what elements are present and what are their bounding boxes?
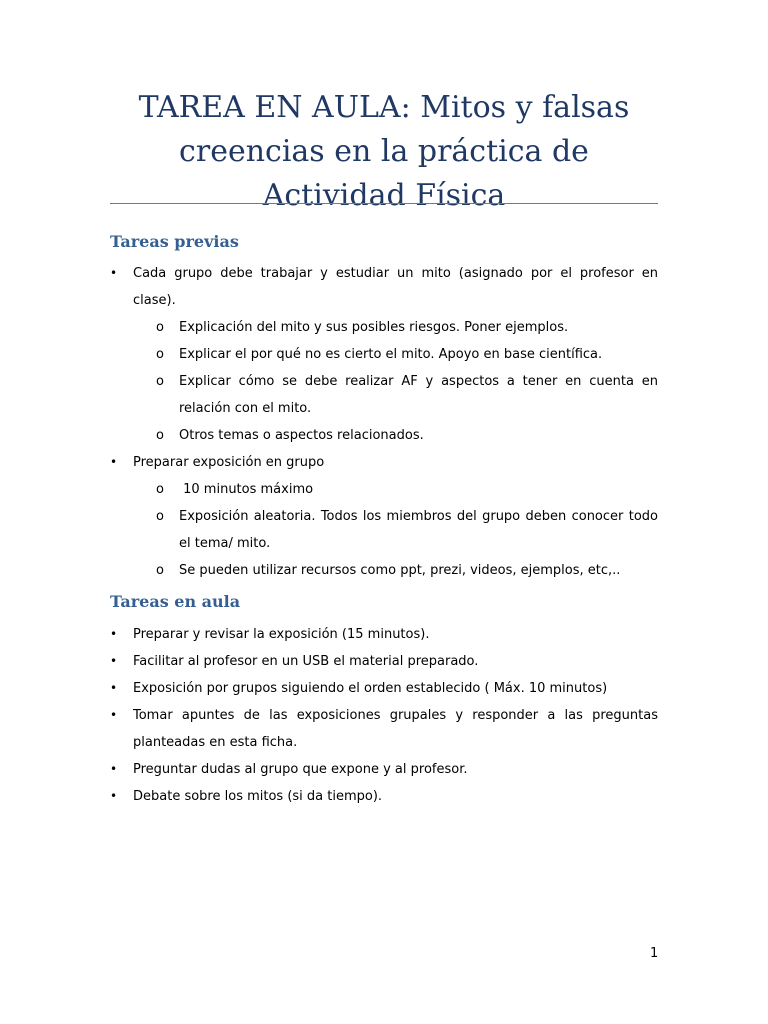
document-title: TAREA EN AULA: Mitos y falsas creencias en la práctica de Actividad Física [138,90,630,213]
sub-bullet-icon: o [156,509,164,524]
bullet-icon: • [110,681,118,695]
sub-list-item-text: Explicar cómo se debe realizar AF y aspectos a tener en cuenta en relación con el mito. [179,374,658,416]
sub-list-item [110,368,658,422]
sub-list-item-text: 10 minutos máximo [179,482,314,497]
list-item [110,449,658,476]
sub-bullet-icon: o [156,563,164,578]
sub-list-item [110,557,658,584]
bullet-icon: • [110,627,118,641]
sub-bullet-icon: o [156,374,164,389]
sub-list-item-text: Se pueden utilizar recursos como ppt, prezi, videos, ejemplos, etc,.. [179,563,621,578]
bullet-icon: • [110,266,118,280]
sub-bullet-icon: o [156,428,164,443]
section-heading-tareas-en-aula: Tareas en aula [110,592,241,611]
bullet-icon: • [110,708,118,722]
list-item [110,783,658,810]
list-item-text: Exposición por grupos siguiendo el orden establecido ( Máx. 10 minutos) [133,681,608,696]
sub-list-item-text: Exposición aleatoria. Todos los miembros del grupo deben conocer todo el tema/ mito. [179,509,658,551]
section-heading-tareas-previas: Tareas previas [110,232,239,251]
bullet-icon: • [110,455,118,469]
list-item [110,756,658,783]
list-item-text: Preguntar dudas al grupo que expone y al profesor. [133,762,468,777]
page-number: 1 [650,946,659,961]
sub-list-item-text: Otros temas o aspectos relacionados. [179,428,424,443]
sub-list-item-text: Explicación del mito y sus posibles riesgos. Poner ejemplos. [179,320,569,335]
sub-list-item [110,341,658,368]
list-item-text: Preparar exposición en grupo [133,455,325,470]
list-item-text: Debate sobre los mitos (si da tiempo). [133,789,383,804]
title-underline [110,203,658,204]
list-item-text: Tomar apuntes de las exposiciones grupales y responder a las preguntas planteadas en esta ficha. [133,708,658,750]
tareas-previas-list [110,260,658,584]
sub-bullet-icon: o [156,347,164,362]
list-item-text: Preparar y revisar la exposición (15 minutos). [133,627,430,642]
sub-list-item [110,476,658,503]
sub-bullet-icon: o [156,320,164,335]
bullet-icon: • [110,654,118,668]
list-item [110,702,658,756]
list-item-text: Cada grupo debe trabajar y estudiar un mito (asignado por el profesor en clase). [133,266,658,308]
bullet-icon: • [110,789,118,803]
list-item [110,621,658,648]
sub-list-item [110,422,658,449]
sub-list-item [110,503,658,557]
tareas-en-aula-list [110,621,658,810]
sub-bullet-icon: o [156,482,164,497]
list-item [110,675,658,702]
bullet-icon: • [110,762,118,776]
list-item [110,648,658,675]
sub-list-item-text: Explicar el por qué no es cierto el mito. Apoyo en base científica. [179,347,603,362]
list-item [110,260,658,314]
list-item-text: Facilitar al profesor en un USB el material preparado. [133,654,479,669]
sub-list-item [110,314,658,341]
